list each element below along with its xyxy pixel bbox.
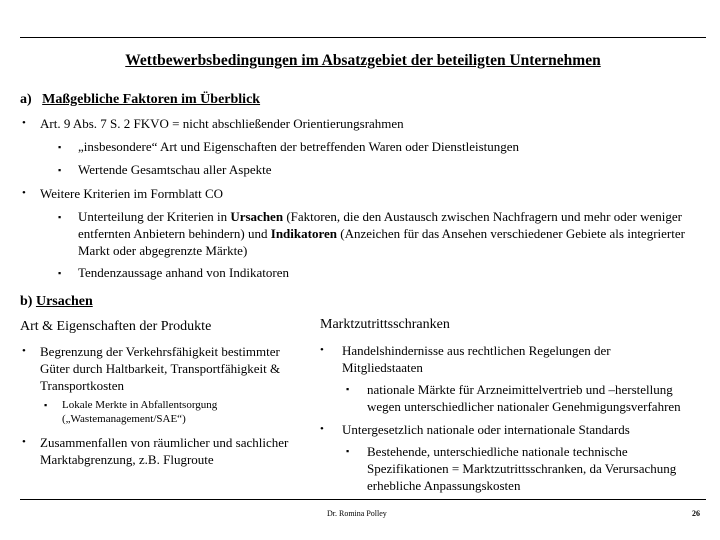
right-item-1-sub: nationale Märkte für Arzneimittelvertrieb und –herstellung wegen unterschiedlicher nationaler Genehmigungsverfahren [367,382,681,414]
section-a-letter: a) [20,92,32,107]
bullet-icon: • [22,187,26,199]
left-item-1: Begrenzung der Verkehrsfähigkeit bestimmter Güter durch Haltbarkeit, Transportfähigkeit & Transportkosten [40,344,281,393]
sub1-bold-ursachen: Ursachen [230,209,284,224]
section-a-item-1-sub-2: Wertende Gesamtschau aller Aspekte [78,162,272,177]
sub1-text-before: Unterteilung der Kriterien in [78,209,231,224]
section-b-title: Ursachen [35,294,93,309]
square-bullet-icon: ▪ [346,384,350,394]
bullet-icon: • [320,423,324,435]
right-item-2: Untergesetzlich nationale oder internationale Standards [342,422,630,437]
right-column-heading: Marktzutrittsschranken [320,317,450,332]
footer-page-number: 26 [692,509,700,518]
bullet-icon: • [22,345,26,357]
section-a-item-2-sub-1 [78,208,702,259]
square-bullet-icon: ▪ [58,268,62,278]
left-item-1-sub-line-2: („Wastemanagement/SAE“) [62,413,186,425]
square-bullet-icon: ▪ [346,446,350,456]
square-bullet-icon: ▪ [58,212,62,222]
bullet-icon: • [22,117,26,129]
square-bullet-icon: ▪ [58,165,62,175]
section-a-title: Maßgebliche Faktoren im Überblick [42,92,261,107]
top-rule [20,37,706,38]
section-a-heading [20,92,260,108]
left-item-2: Zusammenfallen von räumlicher und sachlicher Marktabgrenzung, z.B. Flugroute [40,435,289,467]
sub1-text-middle: (Faktoren, die den Austausch zwischen Nachfragern und mehr oder weniger entfernten Anbietern behindern) und [78,209,682,241]
sub1-bold-indikatoren: Indikatoren [270,226,337,241]
section-a-item-1: Art. 9 Abs. 7 S. 2 FKVO = nicht abschließender Orientierungsrahmen [40,116,404,131]
page-title: Wettbewerbsbedingungen im Absatzgebiet der beteiligten Unternehmen [125,52,601,69]
square-bullet-icon: ▪ [44,400,48,410]
right-item-1: Handelshindernisse aus rechtlichen Regelungen der Mitgliedstaaten [342,343,611,375]
square-bullet-icon: ▪ [58,142,62,152]
bottom-rule [20,499,706,500]
sub1-text-after: (Anzeichen für das Ansehen verschiedener Gebiete als integrierter Markt oder abgegrenzte Märkte) [78,226,685,258]
footer-author: Dr. Romina Polley [327,509,387,518]
section-a-item-1-sub-1: „insbesondere“ Art und Eigenschaften der betreffenden Waren oder Dienstleistungen [78,139,520,154]
bullet-icon: • [22,436,26,448]
bullet-icon: • [320,344,324,356]
right-item-2-sub: Bestehende, unterschiedliche nationale technische Spezifikationen = Marktzutrittsschranken, da Verursachung erhebliche Anpassungskosten [367,444,677,493]
section-a-item-2: Weitere Kriterien im Formblatt CO [40,186,224,201]
left-item-1-sub-line-1: Lokale Merkte in Abfallentsorgung [62,399,218,411]
left-column-heading: Art & Eigenschaften der Produkte [20,319,212,334]
section-b-heading [20,294,93,310]
section-b-letter: b) [20,294,33,309]
section-a-item-2-sub-2: Tendenzaussage anhand von Indikatoren [78,265,289,280]
